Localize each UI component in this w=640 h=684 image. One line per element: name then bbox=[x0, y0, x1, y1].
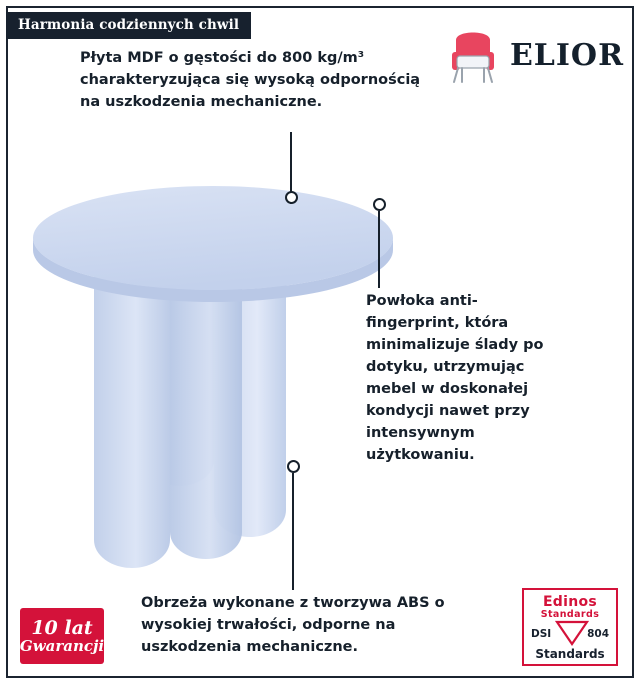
certificate-standards: Standards bbox=[535, 647, 605, 661]
certificate-brand: Edinos bbox=[542, 594, 598, 610]
page-title: Harmonia codziennych chwil bbox=[6, 12, 251, 39]
product-illustration bbox=[28, 160, 408, 580]
guarantee-badge bbox=[20, 608, 104, 664]
brand-name: ELIOR bbox=[509, 37, 624, 73]
certificate-mark bbox=[524, 620, 616, 646]
certificate-dsi: DSI bbox=[531, 628, 552, 640]
brand-logo bbox=[446, 26, 624, 84]
callout-dot-mdf bbox=[285, 191, 298, 204]
annotation-abs-edge: Obrzeża wykonane z tworzywa ABS o wysokiej trwałości, odporne na uszkodzenia mechaniczne. bbox=[141, 595, 445, 656]
certificate-subtitle: Standards bbox=[540, 609, 600, 620]
guarantee-years: 10 lat bbox=[31, 616, 93, 639]
armchair-icon bbox=[446, 26, 500, 84]
annotation-anti-fingerprint: Powłoka anti-fingerprint, która minimalizuje ślady po dotyku, utrzymując mebel w doskonałej kondycji nawet przy intensywnym użytkowaniu. bbox=[366, 293, 544, 464]
certificate-number: 804 bbox=[587, 628, 609, 640]
callout-dot-anti-fingerprint bbox=[373, 198, 386, 211]
certificate-badge bbox=[522, 588, 618, 666]
annotation-mdf: Płyta MDF o gęstości do 800 kg/m³ charakteryzująca się wysoką odpornością na uszkodzenia mechaniczne. bbox=[80, 50, 421, 111]
guarantee-label: Gwarancji bbox=[19, 637, 105, 656]
callout-dot-abs-edge bbox=[287, 460, 300, 473]
